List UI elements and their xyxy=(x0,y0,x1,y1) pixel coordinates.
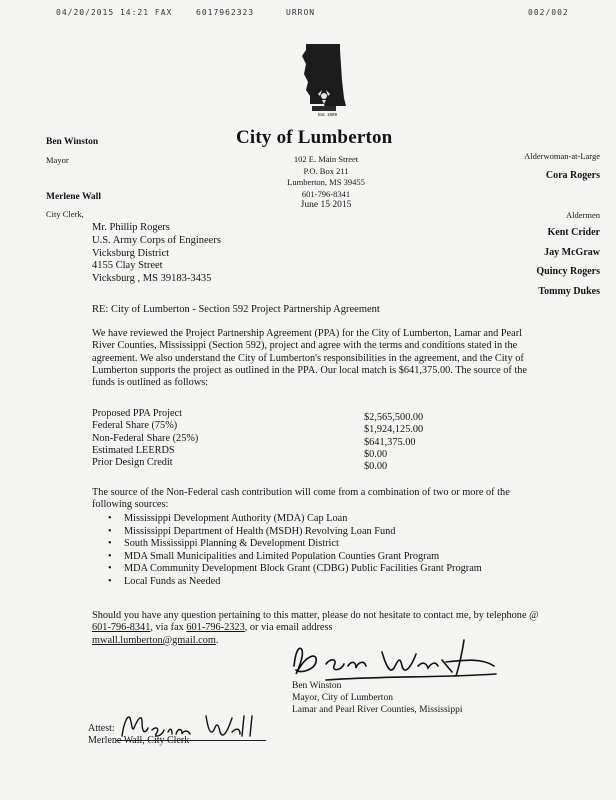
alderwoman-at-large-name: Cora Rogers xyxy=(545,170,600,181)
financial-value: $1,924,125.00 xyxy=(364,424,424,436)
city-seal xyxy=(296,40,356,122)
financial-value: $0.00 xyxy=(364,448,388,460)
body-paragraph: We have reviewed the Project Partnership Agreement (PPA) for the City of Lumberton, Lamar and Pearl River Counties, Mississippi (Section 592), project and agree with the terms and conditions stated in the agreement. We also understand the City of Lumberton's responsibilities in the agreement, and the City of Lumberton supports the project as outlined in the PPA. Our local match is $641,375.00. The source of the funds is outlined as follows: xyxy=(92,328,527,389)
source-item: • South Mississippi Planning & Development District xyxy=(108,538,482,551)
city-title: City of Lumberton xyxy=(236,127,393,148)
phone-link[interactable]: 601-796-8341 xyxy=(92,622,151,634)
alderwoman-at-large-title: Alderwoman-at-Large xyxy=(524,151,600,161)
attest-block xyxy=(88,723,189,747)
recipient-address xyxy=(92,222,221,286)
email-link[interactable]: mwall.lumberton@gmail.com xyxy=(92,634,216,646)
mississippi-map-icon xyxy=(296,40,356,122)
subject-line: RE: City of Lumberton - Section 592 Project Partnership Agreement xyxy=(92,304,380,315)
closing-text: , via fax xyxy=(150,622,187,634)
recipient-line: Vicksburg District xyxy=(92,247,170,259)
financial-values xyxy=(364,412,423,473)
financial-label: Non-Federal Share (25%) xyxy=(92,432,199,444)
closing-text: . xyxy=(215,634,219,646)
source-item: • Local Funds as Needed xyxy=(108,576,482,589)
signature-graphic xyxy=(286,636,506,686)
signature-line: Mayor, City of Lumberton xyxy=(292,693,393,703)
alderman-name: Quincy Rogers xyxy=(536,266,600,277)
mayor-title: Mayor xyxy=(46,155,69,165)
address-line: Lumberton, MS 39455 xyxy=(287,177,365,187)
letter-date: June 15 2015 xyxy=(300,200,352,210)
signature-line: Ben Winston xyxy=(292,681,342,691)
recipient-line: 4155 Clay Street xyxy=(92,260,163,272)
fax-number: 6017962323 xyxy=(196,8,255,17)
mayor-signature xyxy=(286,636,506,686)
recipient-line: Vicksburg , MS 39183-3435 xyxy=(92,273,212,285)
alderman-name: Jay McGraw xyxy=(544,247,600,258)
city-address xyxy=(270,154,382,212)
financial-label: Estimated LEERDS xyxy=(92,444,175,456)
financial-label: Prior Design Credit xyxy=(92,457,173,469)
financial-labels xyxy=(92,408,198,469)
source-item: • Mississippi Department of Health (MSDH) Revolving Loan Fund xyxy=(108,526,482,539)
source-item: • Mississippi Development Authority (MDA) Cap Loan xyxy=(108,513,482,526)
recipient-line: Mr. Phillip Rogers xyxy=(92,222,170,233)
sources-intro: The source of the Non-Federal cash contribution will come from a combination of two or more of the following sources: xyxy=(92,487,510,511)
financial-label: Federal Share (75%) xyxy=(92,420,178,432)
signature-block xyxy=(292,680,462,716)
financial-label: Proposed PPA Project xyxy=(92,408,183,419)
alderman-name: Tommy Dukes xyxy=(538,286,600,297)
mayor-name: Ben Winston xyxy=(46,137,99,147)
source-item: • MDA Small Municipalities and Limited Population Counties Grant Program xyxy=(108,551,482,564)
fax-link[interactable]: 601-796-2323 xyxy=(186,622,245,634)
financial-value: $2,565,500.00 xyxy=(364,412,424,423)
fax-page: 002/002 xyxy=(528,8,569,17)
attest-label: Attest: xyxy=(88,723,115,734)
sources-list xyxy=(108,513,482,588)
financial-value: $641,375.00 xyxy=(364,436,416,448)
address-line: 102 E. Main Street xyxy=(293,154,359,164)
address-line: 601-796-8341 xyxy=(301,188,351,199)
recipient-line: U.S. Army Corps of Engineers xyxy=(92,234,221,246)
clerk-name: Merlene Wall xyxy=(46,192,101,202)
alderman-name: Kent Crider xyxy=(547,227,600,238)
source-item: • MDA Community Development Block Grant (CDBG) Public Facilities Grant Program xyxy=(108,563,482,576)
clerk-title: City Clerk, xyxy=(46,209,84,219)
seal-text: Est. 1899 xyxy=(318,112,338,117)
fax-date-time: 04/20/2015 14:21 FAX xyxy=(56,8,173,17)
aldermen-title: Aldermen xyxy=(566,210,600,220)
signature-line: Lamar and Pearl River Counties, Mississippi xyxy=(292,705,463,715)
closing-text: Should you have any question pertaining to this matter, please do not hesitate to contact me, by telephone @ xyxy=(92,610,539,621)
closing-text: , or via email address xyxy=(244,622,333,634)
attest-name: Merlene Wall, City Clerk xyxy=(88,735,190,746)
address-line: P.O. Box 211 xyxy=(303,165,349,176)
financial-value: $0.00 xyxy=(364,461,388,473)
fax-sender: URRON xyxy=(286,8,316,17)
